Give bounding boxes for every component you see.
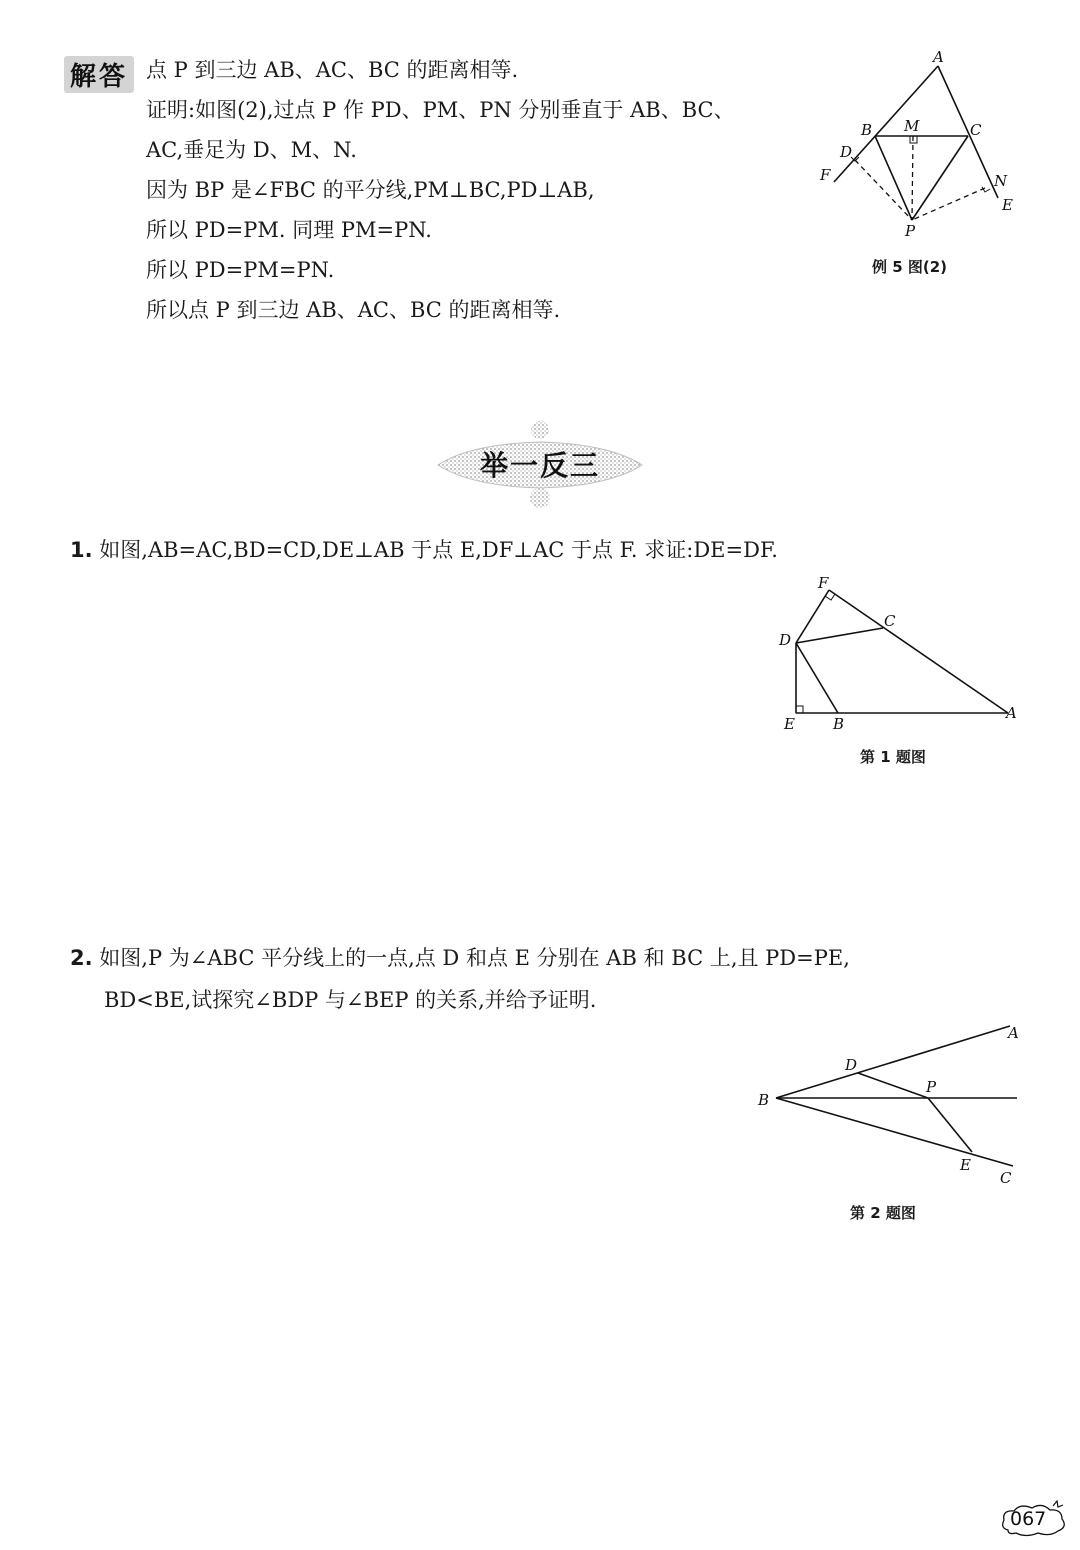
page-number: 067 xyxy=(1010,1508,1047,1530)
segment-DF xyxy=(796,590,829,643)
answer-line-6: 所以 PD=PM=PN. xyxy=(146,258,335,282)
question-2-text-1: 如图,P 为∠ABC 平分线上的一点,点 D 和点 E 分别在 AB 和 BC 上,且 PD=PE, xyxy=(99,946,850,970)
answer-badge: 解答 xyxy=(64,56,134,93)
flower-icon xyxy=(531,421,549,439)
answer-line-1: 点 P 到三边 AB、AC、BC 的距离相等. xyxy=(146,58,519,82)
label-D: D xyxy=(845,1056,858,1074)
line-AE xyxy=(938,66,998,198)
answer-line-4: 因为 BP 是∠FBC 的平分线,PM⊥BC,PD⊥AB, xyxy=(146,178,595,202)
segment-DC xyxy=(796,628,883,643)
example5-figure xyxy=(800,40,1040,255)
question-1-text: 如图,AB=AC,BD=CD,DE⊥AB 于点 E,DF⊥AC 于点 F. 求证:DE=DF. xyxy=(99,538,778,562)
segment-DB xyxy=(796,643,838,713)
segment-DP xyxy=(858,1073,928,1098)
label-D: D xyxy=(840,143,853,161)
dashed-PD xyxy=(855,160,912,220)
question-2-caption: 第 2 题图 xyxy=(850,1204,916,1222)
label-M: M xyxy=(904,117,920,135)
label-D: D xyxy=(779,631,792,649)
question-1-caption: 第 1 题图 xyxy=(860,748,926,766)
label-P: P xyxy=(905,222,916,240)
label-E: E xyxy=(960,1156,971,1174)
label-F: F xyxy=(818,574,829,592)
label-E: E xyxy=(1002,196,1013,214)
label-F: F xyxy=(820,166,831,184)
line-AF xyxy=(834,66,938,182)
label-B: B xyxy=(758,1091,770,1109)
question-2-text-2: BD<BE,试探究∠BDP 与∠BEP 的关系,并给予证明. xyxy=(104,988,597,1012)
answer-line-3: AC,垂足为 D、M、N. xyxy=(146,138,357,162)
question-2-number: 2. xyxy=(70,946,93,970)
section-title: 举一反三 xyxy=(479,449,600,482)
label-C: C xyxy=(970,121,982,139)
answer-line-7: 所以点 P 到三边 AB、AC、BC 的距离相等. xyxy=(146,298,561,322)
ray-BC xyxy=(776,1098,1013,1166)
question-1 xyxy=(70,530,778,570)
label-N: N xyxy=(994,172,1008,190)
question-2-figure xyxy=(750,1015,1030,1195)
answer-line-2: 证明:如图(2),过点 P 作 PD、PM、PN 分别垂直于 AB、BC、 xyxy=(146,98,735,122)
right-angle-E xyxy=(796,706,803,713)
example5-caption: 例 5 图(2) xyxy=(872,258,948,276)
question-2-line-1 xyxy=(70,938,850,978)
section-banner xyxy=(430,420,650,510)
label-E: E xyxy=(784,715,795,733)
answer-line-5: 所以 PD=PM. 同理 PM=PN. xyxy=(146,218,432,242)
right-angle-N xyxy=(982,187,990,192)
dashed-PM xyxy=(912,136,913,220)
flower-icon xyxy=(530,488,550,508)
question-1-figure xyxy=(770,570,1030,740)
ray-BA xyxy=(776,1026,1010,1098)
label-A: A xyxy=(1008,1024,1019,1042)
label-A: A xyxy=(933,48,944,66)
label-P: P xyxy=(926,1078,937,1096)
label-A: A xyxy=(1006,704,1017,722)
label-B: B xyxy=(861,121,873,139)
segment-BP xyxy=(875,136,912,220)
segment-FA xyxy=(829,590,1008,713)
label-C: C xyxy=(884,612,896,630)
question-1-number: 1. xyxy=(70,538,93,562)
label-C: C xyxy=(1000,1169,1012,1187)
label-B: B xyxy=(833,715,845,733)
